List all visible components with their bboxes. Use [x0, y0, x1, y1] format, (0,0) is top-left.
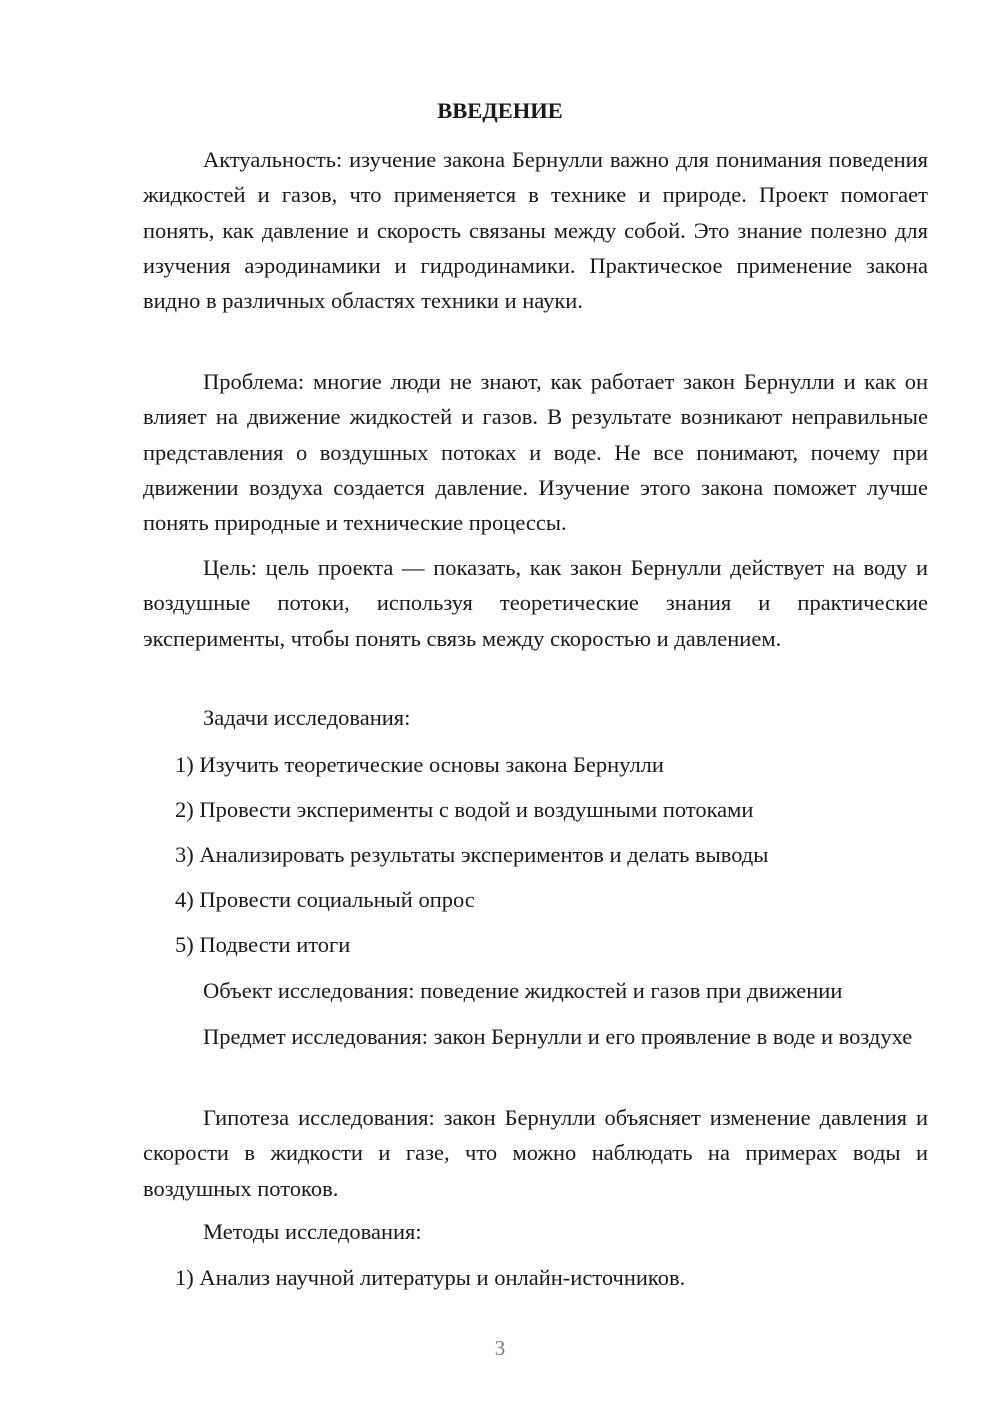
task-item: 1) Изучить теоретические основы закона Бернулли: [175, 752, 664, 777]
paragraph-hypothesis: Гипотеза исследования: закон Бернулли объясняет изменение давления и скорости в жидкости и газе, что можно наблюдать на примерах воды и воздушных потоков.: [143, 1105, 928, 1201]
paragraph-relevance: Актуальность: изучение закона Бернулли важно для понимания поведения жидкостей и газов, что применяется в технике и природе. Проект помогает понять, как давление и скорость связаны между собой. Это знание полезно для изучения аэродинамики и гидродинамики. Практическое применение закона видно в различных областях техники и науки.: [143, 147, 928, 314]
paragraph-goal: Цель: цель проекта — показать, как закон Бернулли действует на воду и воздушные потоки, используя теоретические знания и практические эксперименты, чтобы понять связь между скоростью и давлением.: [143, 555, 928, 651]
methods-heading: Методы исследования:: [203, 1219, 422, 1244]
section-title: ВВЕДЕНИЕ: [437, 98, 563, 123]
paragraph-subject: Предмет исследования: закон Бернулли и его проявление в воде и воздухе: [203, 1024, 913, 1049]
method-item: 1) Анализ научной литературы и онлайн-источников.: [175, 1265, 686, 1290]
task-item: 4) Провести социальный опрос: [175, 887, 475, 912]
tasks-heading: Задачи исследования:: [203, 705, 411, 730]
task-item: 3) Анализировать результаты экспериментов и делать выводы: [175, 842, 769, 867]
task-item: 5) Подвести итоги: [175, 932, 351, 957]
page-number: 3: [494, 1336, 506, 1360]
task-item: 2) Провести эксперименты с водой и воздушными потоками: [175, 797, 754, 822]
paragraph-object: Объект исследования: поведение жидкостей и газов при движении: [203, 978, 843, 1003]
paragraph-problem: Проблема: многие люди не знают, как работает закон Бернулли и как он влияет на движение жидкостей и газов. В результате возникают неправильные представления о воздушных потоках и воде. Не все понимают, почему при движении воздуха создается давление. Изучение этого закона поможет лучше понять природные и технические процессы.: [143, 369, 928, 536]
